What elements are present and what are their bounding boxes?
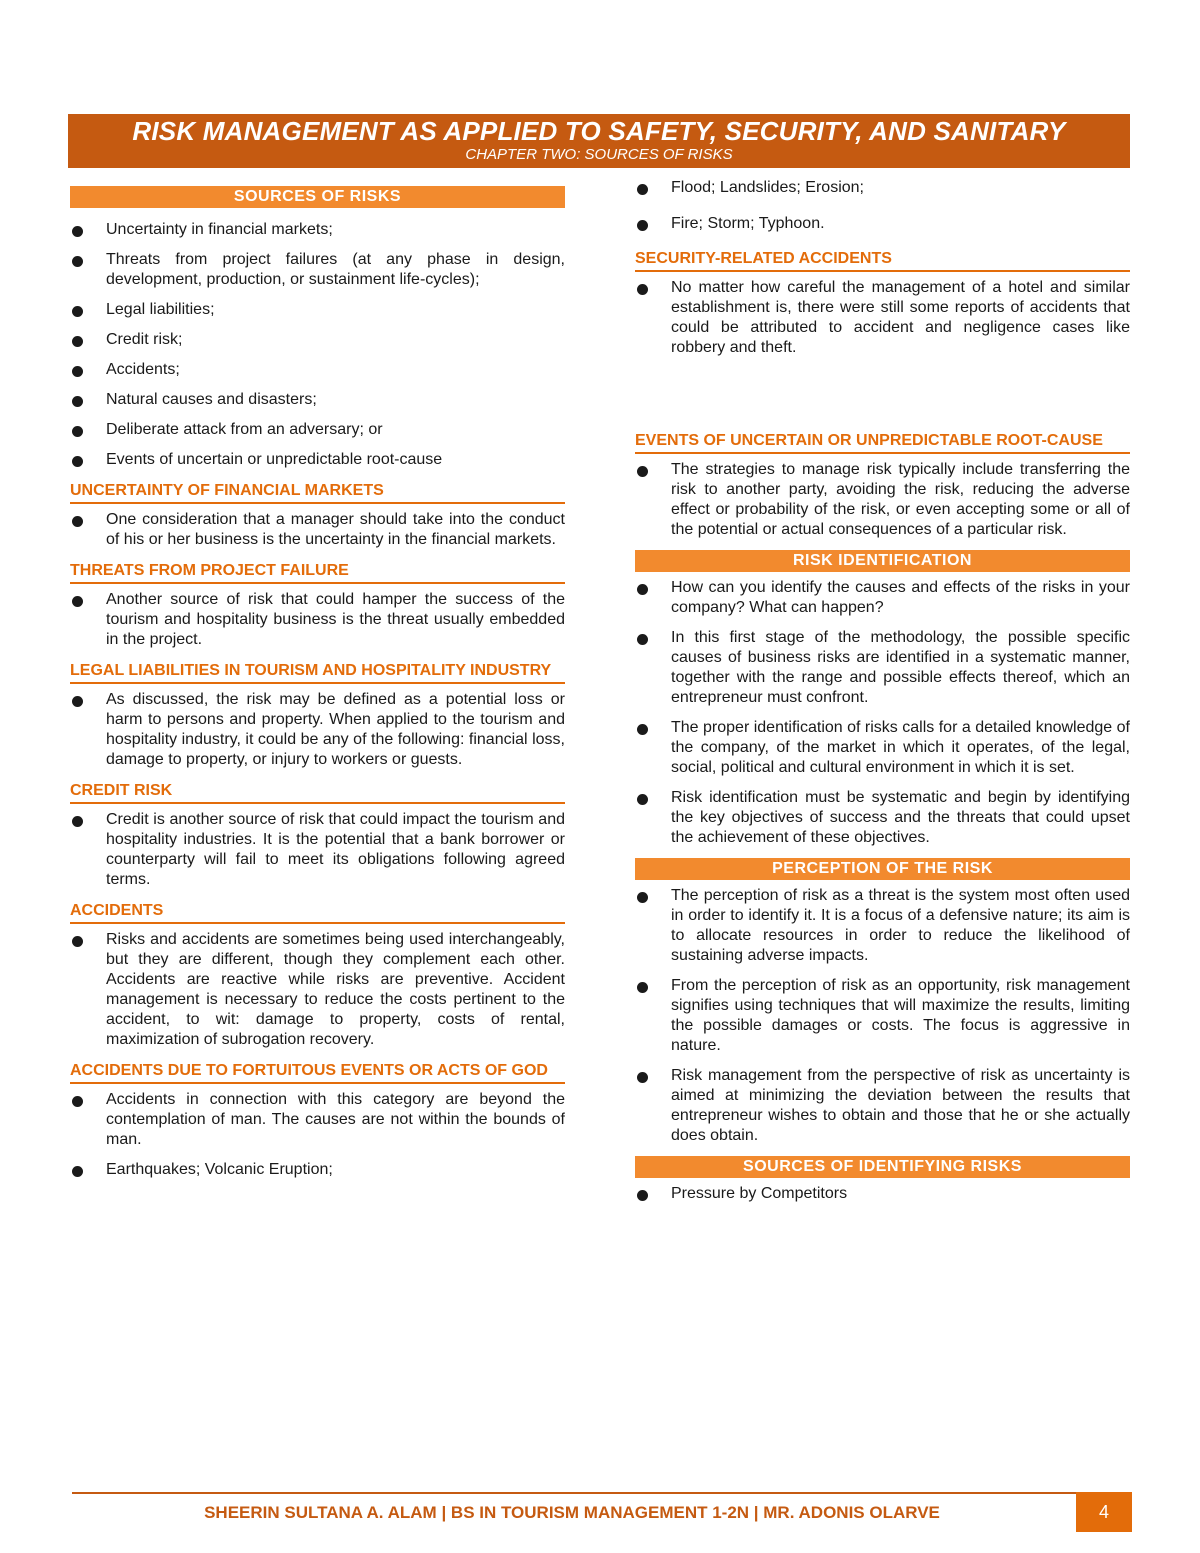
list-item: Risk management from the perspective of risk as uncertainty is aimed at minimizing the deviation between the results that entrepreneur wishes to obtain and those that he or she actually does obtain. [635,1066,1130,1146]
security-accidents-heading: SECURITY-RELATED ACCIDENTS [635,250,1130,272]
list-item: The proper identification of risks calls for a detailed knowledge of the company, of the market in which it operates, of the legal, social, political and cultural environment in which it is set. [635,718,1130,778]
list-item: Credit risk; [70,330,565,350]
list-item: Accidents; [70,360,565,380]
list-item: Risk identification must be systematic and begin by identifying the key objectives of success and the threats that could upset the achievement of these objectives. [635,788,1130,848]
project-list [70,590,565,650]
list-item: Risks and accidents are sometimes being used interchangeably, but they are different, though they complement each other. Accidents are reactive while risks are preventive. Accident management is necessary to reduce the costs pertinent to the accident, to wit: damage to property, costs of rental, maximization of subrogation recovery. [70,930,565,1050]
uncertain-root-cause-heading: EVENTS OF UNCERTAIN OR UNPREDICTABLE ROOT-CAUSE [635,432,1130,454]
financial-markets-heading: UNCERTAINTY OF FINANCIAL MARKETS [70,482,565,504]
sources-identifying-risks-bar: SOURCES OF IDENTIFYING RISKS [635,1156,1130,1178]
accidents-list [70,930,565,1050]
footer-divider [72,1492,1132,1494]
list-item: Flood; Landslides; Erosion; [635,178,1130,198]
credit-list [70,810,565,890]
list-item: Threats from project failures (at any phase in design, development, production, or sustainment life-cycles); [70,250,565,290]
list-item: Another source of risk that could hamper the success of the tourism and hospitality business is the threat usually embedded in the project. [70,590,565,650]
legal-list [70,690,565,770]
list-item: Events of uncertain or unpredictable root-cause [70,450,565,470]
accidents-heading: ACCIDENTS [70,902,565,924]
identifying-list [635,1184,1130,1204]
fortuitous-events-heading: ACCIDENTS DUE TO FORTUITOUS EVENTS OR ACTS OF GOD [70,1062,565,1084]
list-item: Legal liabilities; [70,300,565,320]
left-column [70,186,565,1190]
list-item: As discussed, the risk may be defined as a potential loss or harm to persons and property. When applied to the tourism and hospitality industry, it could be any of the following: financial loss, damage to property, or injury to workers or guests. [70,690,565,770]
list-item: Earthquakes; Volcanic Eruption; [70,1160,565,1180]
project-failure-heading: THREATS FROM PROJECT FAILURE [70,562,565,584]
sources-of-risks-bar: SOURCES OF RISKS [70,186,565,208]
list-item: Natural causes and disasters; [70,390,565,410]
document-title: RISK MANAGEMENT AS APPLIED TO SAFETY, SECURITY, AND SANITARY [132,116,1066,146]
list-item: Uncertainty in financial markets; [70,220,565,240]
sources-list [70,220,565,470]
perception-list [635,886,1130,1146]
security-list [635,278,1130,358]
risk-identification-bar: RISK IDENTIFICATION [635,550,1130,572]
list-item: Deliberate attack from an adversary; or [70,420,565,440]
list-item: In this first stage of the methodology, the possible specific causes of business risks are identified in a systematic manner, together with the range and possible effects thereof, which an entrepreneur must confront. [635,628,1130,708]
list-item: Credit is another source of risk that could impact the tourism and hospitality industries. It is the potential that a bank borrower or counterparty will fail to meet its obligations following agreed terms. [70,810,565,890]
page-number: 4 [1076,1492,1132,1532]
footer-author-line: SHEERIN SULTANA A. ALAM | BS IN TOURISM MANAGEMENT 1-2N | MR. ADONIS OLARVE [204,1503,940,1522]
list-item: The perception of risk as a threat is the system most often used in order to identify it. It is a focus of a defensive nature; its aim is to allocate resources in order to reduce the likelihood of sustaining adverse impacts. [635,886,1130,966]
list-item: The strategies to manage risk typically include transferring the risk to another party, avoiding the risk, reducing the adverse effect or probability of the risk, or even accepting some or all of the potential or actual consequences of a particular risk. [635,460,1130,540]
list-item: Accidents in connection with this category are beyond the contemplation of man. The causes are not within the bounds of man. [70,1090,565,1150]
uncertain-list [635,460,1130,540]
perception-of-risk-bar: PERCEPTION OF THE RISK [635,858,1130,880]
credit-risk-heading: CREDIT RISK [70,782,565,804]
title-banner [68,114,1130,168]
list-item: No matter how careful the management of a hotel and similar establishment is, there were still some reports of accidents that could be attributed to accident and negligence cases like robbery and theft. [635,278,1130,358]
list-item: How can you identify the causes and effects of the risks in your company? What can happen? [635,578,1130,618]
chapter-subtitle: CHAPTER TWO: SOURCES OF RISKS [465,146,733,163]
list-item: From the perception of risk as an opportunity, risk management signifies using techniques that will maximize the results, limiting the possible damages or costs. The focus is aggressive in nature. [635,976,1130,1056]
financial-list [70,510,565,550]
right-column [635,174,1130,1214]
list-item: Pressure by Competitors [635,1184,1130,1204]
fortuitous-list [70,1090,565,1180]
natural-causes-list [635,178,1130,234]
list-item: One consideration that a manager should take into the conduct of his or her business is the uncertainty in the financial markets. [70,510,565,550]
identification-list [635,578,1130,848]
legal-liabilities-heading: LEGAL LIABILITIES IN TOURISM AND HOSPITALITY INDUSTRY [70,662,565,684]
list-item: Fire; Storm; Typhoon. [635,214,1130,234]
